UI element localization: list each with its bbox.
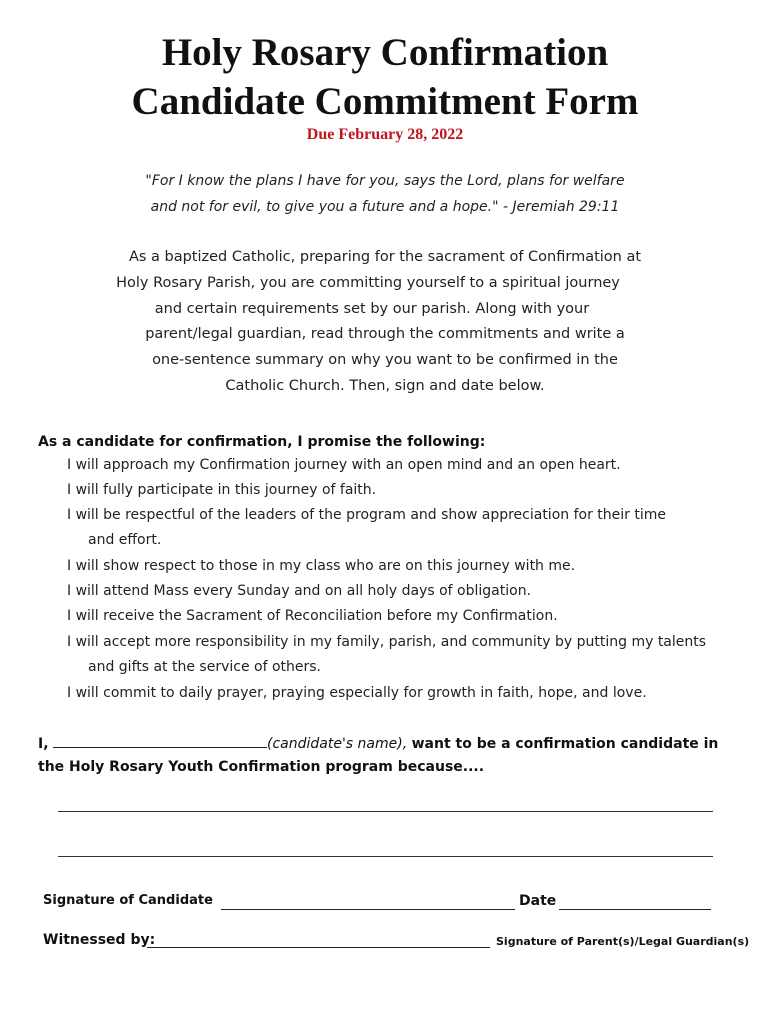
parent-signature-label: Signature of Parent(s)/Legal Guardian(s) — [496, 935, 750, 948]
candidate-name-hint: (candidate's name), — [266, 736, 408, 752]
promise-item: I will approach my Confirmation journey with an open mind and an open heart. — [67, 457, 621, 473]
candidate-statement-prefix: I, — [38, 736, 49, 752]
intro-line: one-sentence summary on why you want to be confirmed in the — [152, 352, 618, 368]
promise-item: I will accept more responsibility in my family, parish, and community by putting my talents — [67, 634, 707, 650]
scripture-quote-line-2: and not for evil, to give you a future and a hope." - Jeremiah 29:11 — [150, 199, 620, 215]
candidate-statement-line-2: the Holy Rosary Youth Confirmation program because.... — [38, 759, 485, 775]
witness-signature-line[interactable] — [147, 947, 490, 948]
intro-line: As a baptized Catholic, preparing for the sacrament of Confirmation at — [128, 249, 642, 265]
promise-item: I will show respect to those in my class who are on this journey with me. — [67, 558, 576, 574]
intro-line: parent/legal guardian, read through the commitments and write a — [145, 326, 625, 342]
promise-item: I will fully participate in this journey of faith. — [67, 482, 377, 498]
promise-item: I will commit to daily prayer, praying especially for growth in faith, hope, and love. — [67, 685, 647, 701]
promise-item: I will be respectful of the leaders of the program and show appreciation for their time — [67, 507, 666, 523]
candidate-signature-label: Signature of Candidate — [43, 893, 213, 908]
promises-heading: As a candidate for confirmation, I promise the following: — [38, 434, 486, 450]
intro-line: Holy Rosary Parish, you are committing yourself to a spiritual journey — [116, 275, 620, 291]
candidate-signature-line[interactable] — [221, 909, 515, 910]
promise-item: I will attend Mass every Sunday and on all holy days of obligation. — [67, 583, 532, 599]
reason-answer-line[interactable] — [58, 856, 713, 857]
due-date: Due February 28, 2022 — [306, 126, 464, 143]
witness-label: Witnessed by: — [43, 932, 156, 948]
candidate-statement — [38, 733, 718, 752]
candidate-name-blank[interactable] — [53, 733, 267, 748]
promise-item-continuation: and gifts at the service of others. — [88, 659, 322, 675]
form-title-line-1: Holy Rosary Confirmation — [161, 31, 609, 74]
promise-item: I will receive the Sacrament of Reconciliation before my Confirmation. — [67, 608, 558, 624]
date-label: Date — [519, 893, 557, 909]
intro-line: and certain requirements set by our parish. Along with your — [154, 301, 590, 317]
intro-line: Catholic Church. Then, sign and date below. — [225, 378, 545, 394]
candidate-statement-suffix: want to be a confirmation candidate in — [411, 736, 719, 752]
reason-answer-line[interactable] — [58, 811, 713, 812]
date-line[interactable] — [559, 909, 711, 910]
promise-item-continuation: and effort. — [88, 532, 162, 548]
scripture-quote-line-1: "For I know the plans I have for you, says the Lord, plans for welfare — [145, 173, 625, 189]
form-title-line-2: Candidate Commitment Form — [131, 80, 639, 123]
